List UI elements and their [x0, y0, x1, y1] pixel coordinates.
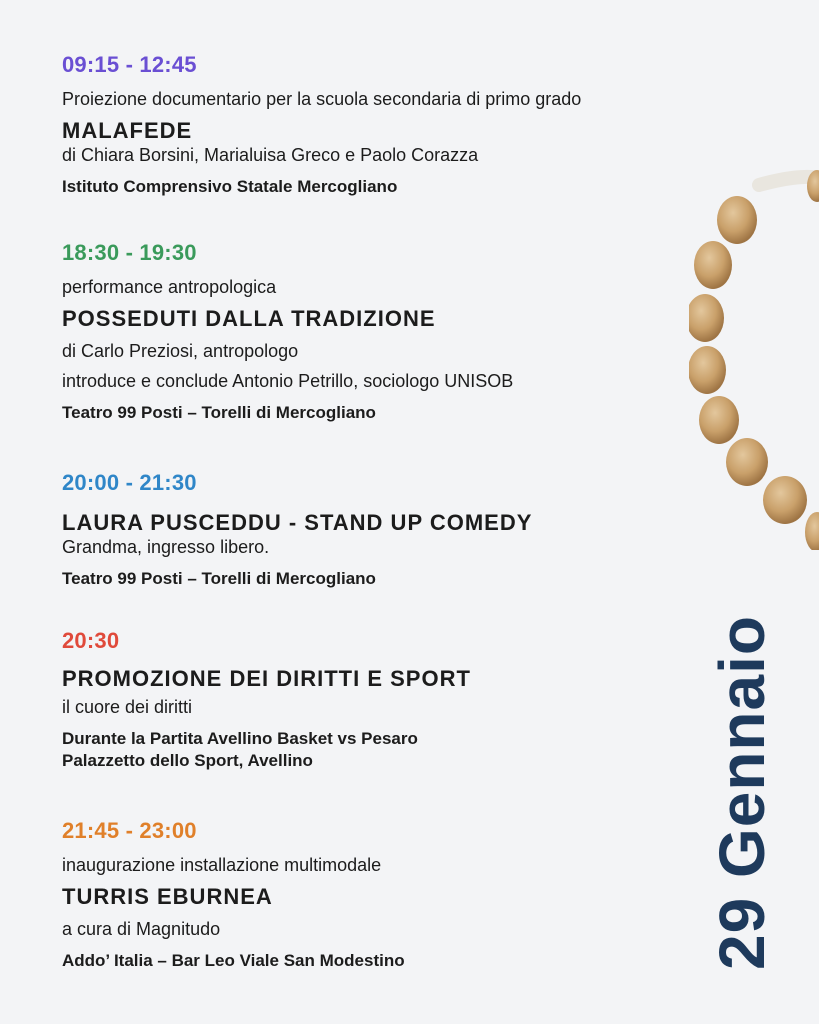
event-credits: Grandma, ingresso libero. [62, 537, 270, 557]
event-location: Teatro 99 Posti – Torelli di Mercogliano [62, 569, 376, 588]
event-time: 20:00 - 21:30 [62, 470, 197, 495]
date-label: 29 Gennaio [706, 615, 778, 970]
event-location-2: Palazzetto dello Sport, Avellino [62, 751, 313, 770]
event-title: TURRIS EBURNEA [62, 884, 273, 909]
event-title: LAURA PUSCEDDU - STAND UP COMEDY [62, 510, 533, 535]
event-item [62, 52, 702, 198]
event-time: 18:30 - 19:30 [62, 240, 197, 265]
event-location: Addo’ Italia – Bar Leo Viale San Modestino [62, 951, 405, 970]
event-credits: a cura di Magnitudo [62, 919, 221, 939]
event-credits: il cuore dei diritti [62, 697, 193, 717]
event-kind: inaugurazione installazione multimodale [62, 855, 382, 875]
event-item [62, 240, 702, 424]
event-credits: di Carlo Preziosi, antropologo [62, 341, 299, 361]
bead-bracelet-image [689, 150, 819, 550]
event-time: 21:45 - 23:00 [62, 818, 197, 843]
event-kind: Proiezione documentario per la scuola secondaria di primo grado [62, 89, 582, 109]
event-item [62, 628, 702, 772]
event-title: POSSEDUTI DALLA TRADIZIONE [62, 306, 436, 331]
event-credits: di Chiara Borsini, Marialuisa Greco e Paolo Corazza [62, 145, 479, 165]
event-time: 20:30 [62, 628, 120, 653]
event-location: Durante la Partita Avellino Basket vs Pesaro [62, 729, 418, 748]
event-time: 09:15 - 12:45 [62, 52, 197, 77]
event-item [62, 470, 702, 590]
event-location: Teatro 99 Posti – Torelli di Mercogliano [62, 403, 376, 422]
event-kind: performance antropologica [62, 277, 277, 297]
event-title: PROMOZIONE DEI DIRITTI E SPORT [62, 666, 471, 691]
event-credits-2: introduce e conclude Antonio Petrillo, sociologo UNISOB [62, 371, 514, 391]
event-item [62, 818, 702, 972]
event-title: MALAFEDE [62, 118, 193, 143]
event-location: Istituto Comprensivo Statale Mercogliano [62, 177, 398, 196]
